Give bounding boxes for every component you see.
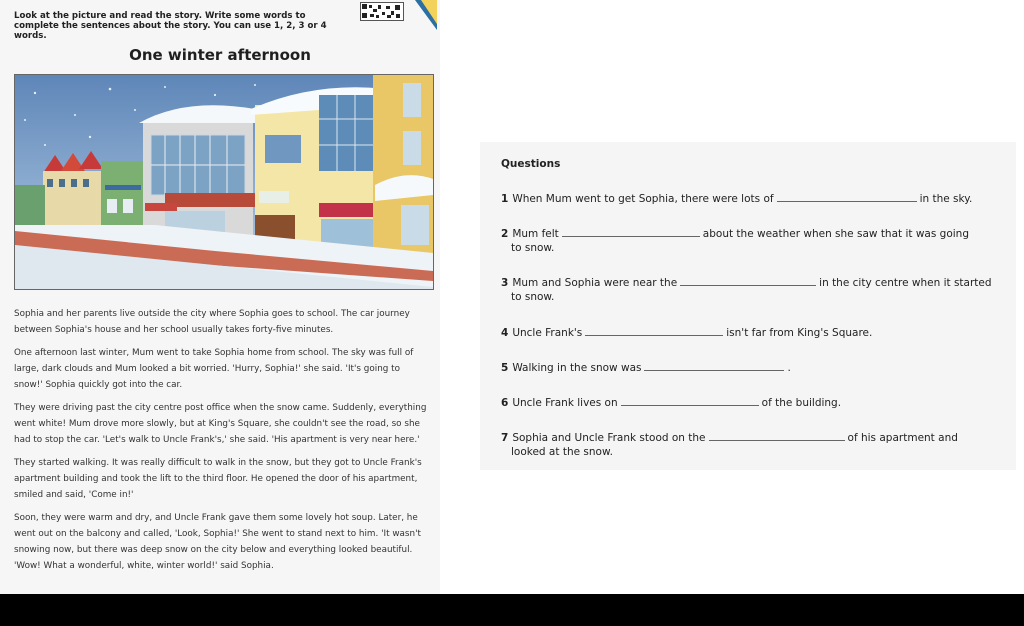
questions-panel: [480, 142, 1016, 470]
question-text-after: of the building.: [761, 397, 842, 409]
question-text: Uncle Frank's: [512, 327, 583, 339]
question-text: Mum and Sophia were near the: [512, 277, 678, 289]
page-title: One winter afternoon: [129, 46, 311, 64]
question-text: Uncle Frank lives on: [512, 397, 618, 409]
story-paragraph: They were driving past the city centre post office when the snow came. Suddenly, everything went white! Mum drove more slowly, but at King's Square, she couldn't see the road, so she had to stop the car. 'Let's walk to Uncle Frank's,' she said. 'His apartment is very near here.': [14, 403, 427, 445]
answer-blank[interactable]: [585, 326, 723, 336]
question-text-after: isn't far from King's Square.: [726, 327, 873, 339]
story-paragraph: One afternoon last winter, Mum went to take Sophia home from school. The sky was full of large, dark clouds and Mum looked a bit worried. 'Hurry, Sophia!' she said. 'It's going to snow!' Sophia quickly got into the car.: [14, 348, 414, 390]
winter-street-illustration: [14, 74, 434, 290]
question-text: Walking in the snow was: [512, 362, 642, 374]
story-text: [14, 306, 429, 581]
answer-blank[interactable]: [562, 227, 700, 237]
question-number: 2: [501, 228, 509, 240]
answer-blank[interactable]: [709, 431, 845, 441]
story-paragraph: They started walking. It was really difficult to walk in the snow, but they got to Uncle Frank's apartment building and took the lift to the third floor. He opened the door of his apartment, smiled and said, 'Come in!': [14, 458, 422, 500]
question-continuation: to snow.: [511, 242, 555, 254]
question-continuation: looked at the snow.: [511, 446, 613, 458]
story-paragraph: Soon, they were warm and dry, and Uncle Frank gave them some lovely hot soup. Later, he went out on the balcony and called, 'Look, Sophia!' She went to stand next to him. 'It wasn't snowing now, but there was deep snow on the city below and everything looked beautiful. 'Wow! What a wonderful, white, winter world!' said Sophia.: [14, 513, 421, 571]
question-number: 7: [501, 432, 509, 444]
question-text: Mum felt: [512, 228, 559, 240]
question-text: When Mum went to get Sophia, there were lots of: [512, 193, 774, 205]
question-number: 3: [501, 277, 509, 289]
question-number: 1: [501, 193, 509, 205]
page-corner-decoration: [415, 0, 437, 30]
question-6: [501, 396, 1001, 410]
qr-code-icon: [360, 2, 404, 21]
question-continuation: to snow.: [511, 291, 555, 303]
question-2: [501, 227, 1001, 255]
question-4: [501, 326, 1001, 340]
question-text-after: of his apartment and: [847, 432, 958, 444]
question-number: 5: [501, 362, 509, 374]
question-number: 6: [501, 397, 509, 409]
answer-blank[interactable]: [680, 276, 816, 286]
question-text-after: in the sky.: [919, 193, 973, 205]
answer-blank[interactable]: [644, 361, 784, 371]
bottom-bar: [0, 594, 1024, 626]
story-paragraph: Sophia and her parents live outside the city where Sophia goes to school. The car journey between Sophia's house and her school usually takes forty-five minutes.: [14, 309, 410, 335]
question-text-after: in the city centre when it started: [819, 277, 992, 289]
instructions: Look at the picture and read the story. Write some words to complete the sentences about the story. You can use 1, 2, 3 or 4 words.: [14, 11, 327, 41]
questions-title: Questions: [501, 158, 561, 170]
question-text-after: .: [787, 362, 791, 374]
question-1: [501, 192, 1001, 206]
question-7: [501, 431, 1001, 459]
question-3: [501, 276, 1001, 304]
answer-blank[interactable]: [777, 192, 917, 202]
answer-blank[interactable]: [621, 396, 759, 406]
question-5: [501, 361, 1001, 375]
question-text: Sophia and Uncle Frank stood on the: [512, 432, 706, 444]
question-text-after: about the weather when she saw that it was going: [702, 228, 970, 240]
page-divider: [440, 0, 456, 594]
left-page: [0, 0, 440, 594]
question-number: 4: [501, 327, 509, 339]
